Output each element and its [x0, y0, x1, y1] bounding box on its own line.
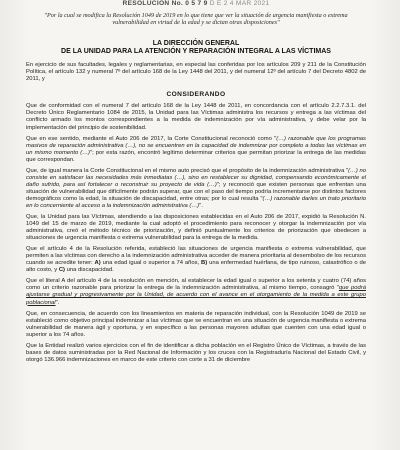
paragraph-3-quote-2: (…) razonable darles un trato prioritario en lo concerniente al acceso a la indemnización administrativa (…) [26, 195, 366, 209]
authority-line-1: LA DIRECCIÓN GENERAL [152, 39, 240, 47]
paragraph-2 [26, 136, 366, 164]
paragraph-2-part-a: Que en ese sentido, mediante el Auto 206 de 2017, la Corte Constitucional reconoció como " [26, 135, 277, 142]
paragraph-6-part-c: ". [55, 299, 60, 306]
resolution-number: 0 5 7 9 [185, 0, 208, 7]
paragraph-3-quote-1: (…) no consiste en satisfacer las necesidades más inmediatas (…), sino en restablecer su dignidad, compensando económicamente el daño sufrido, para así fortalecer o reconstruir su proyecto de vida (…) [26, 167, 366, 188]
paragraph-3-part-c: "; y reconoció que existen personas que enfrentan una situación de vulnerabilidad que difícilmente podrán superar, que con el paso del tiempo podría incrementarse por distintos factores demográficos como la edad, la situación de discapacidad, entre otras; por lo cual resulta " [26, 181, 366, 202]
paragraph-8: Que la Entidad realizó varios ejercicios con el fin de identificar a dicha población en el Registro Único de Víctimas, a través de las bases de datos suministradas por la Red Nacional de Información y los cruces con la Registraduría Nacional del Estado Civil, y otorgó 136.966 indemnizaciones en marco de este criterio con corte a 31 de diciembre [26, 342, 366, 363]
paragraph-4: Que, la Unidad para las Víctimas, atendiendo a las disposiciones establecidas en el Auto 206 de 2017, expidió la Resolución N. 1049 del 15 de marzo de 2019, mediante la cual adoptó el procedimiento para reconocer y otorgar la indemnización por vía administrativa, creó el método técnico de priorización, y definió puntualmente los criterios de priorización que obedecen a situaciones de urgencia manifiesta o extrema vulnerabilidad para la entrega de la medida. [26, 214, 366, 242]
paragraph-2-part-c: "; por esta razón, encontró legítimo determinar criterios que permitan priorizar la entrega de las medidas que correspondan. [26, 149, 366, 163]
criterion-b-text: una enfermedad huérfana, de tipo ruinoso, catastrófico o de alto costo, y [26, 260, 366, 274]
considerando-heading: CONSIDERANDO [166, 91, 226, 99]
paragraph-6-part-a: Que el literal A del artículo 4 de la resolución en mención, al establecer la edad igual o superior a los setenta y cuatro (74) años como un criterio razonable para priorizar la entrega de la indemnización administrativa, al mismo tiempo, consagró " [26, 278, 366, 292]
paragraph-5-part-a: Que el artículo 4 de la Resolución referida, estableció las situaciones de urgencia manifiesta o extrema vulnerabilidad, que permiten a las víctimas con derecho a la indemnización administrativa acceder de manera prioritaria al desembolso de los recursos cuando se acredite tener: [26, 246, 366, 267]
criterion-b-marker: B) [201, 260, 208, 267]
paragraph-6 [26, 278, 366, 306]
paragraph-3-part-e: ". [199, 202, 203, 209]
paragraph-5 [26, 246, 366, 274]
resolution-header [26, 0, 366, 8]
paragraph-6-quote: que podrá ajustarse gradual y progresivamente por la Unidad, de acuerdo con el avance en el otorgamiento de la medida a este grupo poblacional [26, 285, 366, 306]
paragraph-1: Que de conformidad con el numeral 7 del artículo 168 de la Ley 1448 de 2011, en concordancia con el artículo 2.2.7.3.1. del Decreto Único Reglamentario 1084 de 2015, la Unidad para las Víctimas administra los recursos y entrega a las víctimas del conflicto armado los montos correspondientes a la medida de indemnización por vía administrativa, y debe velar por la implementación del principio de sostenibilidad. [26, 103, 366, 131]
paragraph-3 [26, 168, 366, 210]
date-stamp: D E 2 4 MAR 2021 [209, 0, 270, 7]
criterion-a-text: una edad igual o superior a 74 años, [100, 260, 202, 267]
paragraph-3-part-a: Que, de igual manera la Corte Constitucional en el mismo auto precisó que el propósito de la indemnización administrativa " [26, 167, 349, 174]
resolution-subject: "Por la cual se modifica la Resolución 1049 de 2019 en lo que tiene que ver la situación de urgencia manifiesta o extrema vulnerabilidad en virtud de la edad y se dictan otras disposiciones" [44, 12, 348, 27]
criterion-c-text: una discapacidad. [64, 267, 114, 274]
resolution-label: RESOLUCIÓN No. [122, 0, 184, 7]
criterion-a-marker: A) [94, 260, 101, 267]
authority-line-2: DE LA UNIDAD PARA LA ATENCIÓN Y REPARACIÓN INTEGRAL A LAS VÍCTIMAS [61, 48, 331, 56]
intro-paragraph: En ejercicio de sus facultades, legales y reglamentarias, en especial las conferidas por los artículos 209 y 211 de la Constitución Política, el artículo 132 y numeral 7º del artículo 168 de la Ley 1448 del 2011, y del numeral 12º del artículo 7 del Decreto 4802 de 2011, y [26, 62, 366, 83]
criterion-c-marker: C) [58, 267, 65, 274]
paragraph-2-quote: (…) razonable que los programas masivos de reparación administrativa (…), no se encuentren en la capacidad de indemnizar por completo a todas las víctimas en un mismo momento (…) [26, 135, 366, 156]
paragraph-7: Que, en consecuencia, de acuerdo con los lineamientos en materia de reparación individual, con la Resolución 1049 de 2019 se estableció como objetivo principal indemnizar a las víctimas que se encuentran en una situación de urgencia manifiesta o extrema vulnerabilidad de manera ágil y oportuna, y en específico a las personas mayores adultas que cuenten con una edad igual o superior a los 74 años. [26, 310, 366, 338]
